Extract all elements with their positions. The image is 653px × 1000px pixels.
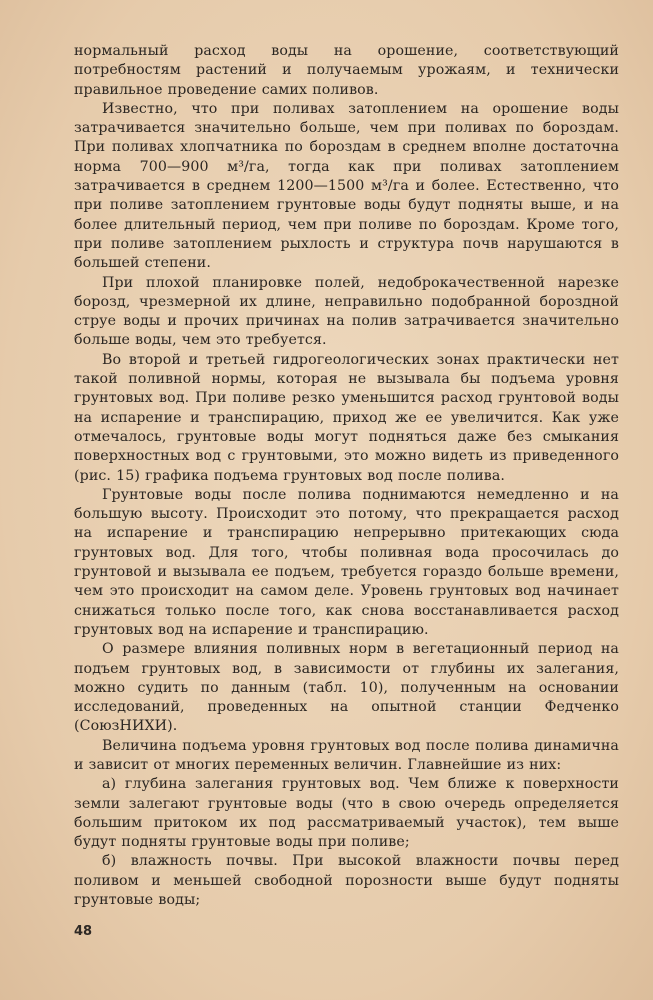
paragraph-3: При плохой планировке полей, недоброкачественной нарезке борозд, чрезмерной их длине, неправильно подобранной бороздной струе воды и прочих причинах на полив затрачивается значительно больше воды, чем это требуется. xyxy=(74,274,619,349)
page-number: 48 xyxy=(74,924,93,939)
list-item-a: а) глубина залегания грунтовых вод. Чем ближе к поверхности земли залегают грунтовые воды (что в свою очередь определяется большим притоком их под рассматриваемый участок), тем выше будут подняты грунтовые воды при поливе; xyxy=(74,776,619,851)
list-item-b: б) влажность почвы. При высокой влажности почвы перед поливом и меньшей свободной порозности выше будут подняты грунтовые воды; xyxy=(74,853,619,909)
page-body xyxy=(74,42,619,922)
paragraph-6: О размере влияния поливных норм в вегетационный период на подъем грунтовых вод, в зависимости от глубины их залегания, можно судить по данным (табл. 10), полученным на основании исследований, проведенных на опытной станции Федченко (СоюзНИХИ). xyxy=(74,641,619,735)
paragraph-4: Во второй и третьей гидрогеологических зонах практически нет такой поливной нормы, которая не вызывала бы подъема уровня грунтовых вод. При поливе резко уменьшится расход грунтовой воды на испарение и транспирацию, приход же ее увеличится. Как уже отмечалось, грунтовые воды могут подняться даже без смыкания поверхностных вод с грунтовыми, это можно видеть из приведенного (рис. 15) графика подъема грунтовых вод после полива. xyxy=(74,351,619,484)
paragraph-5: Грунтовые воды после полива поднимаются немедленно и на большую высоту. Происходит это потому, что прекращается расход на испарение и транспирацию непрерывно притекающих сюда грунтовых вод. Для того, чтобы поливная вода просочилась до грунтовой и вызывала ее подъем, требуется гораздо больше времени, чем это происходит на самом деле. Уровень грунтовых вод начинает снижаться только после того, как снова восстанавливается расход грунтовых вод на испарение и транспирацию. xyxy=(74,486,619,638)
paragraph-2: Известно, что при поливах затоплением на орошение воды затрачивается значительно больше, чем при поливах по бороздам. При поливах хлопчатника по бороздам в среднем вполне достаточна норма 700—900 м³/га, тогда как при поливах затоплением затрачивается в среднем 1200—1500 м³/га и более. Естественно, что при поливе затоплением грунтовые воды будут подняты выше, и на более длительный период, чем при поливе по бороздам. Кроме того, при поливе затоплением рыхлость и структура почв нарушаются в большей степени. xyxy=(74,100,619,272)
paragraph-1: нормальный расход воды на орошение, соответствующий потребностям растений и получаемым урожаям, и технически правильное проведение самих поливов. xyxy=(74,43,619,98)
paragraph-7: Величина подъема уровня грунтовых вод после полива динамична и зависит от многих переменных величин. Главнейшие из них: xyxy=(74,737,619,773)
